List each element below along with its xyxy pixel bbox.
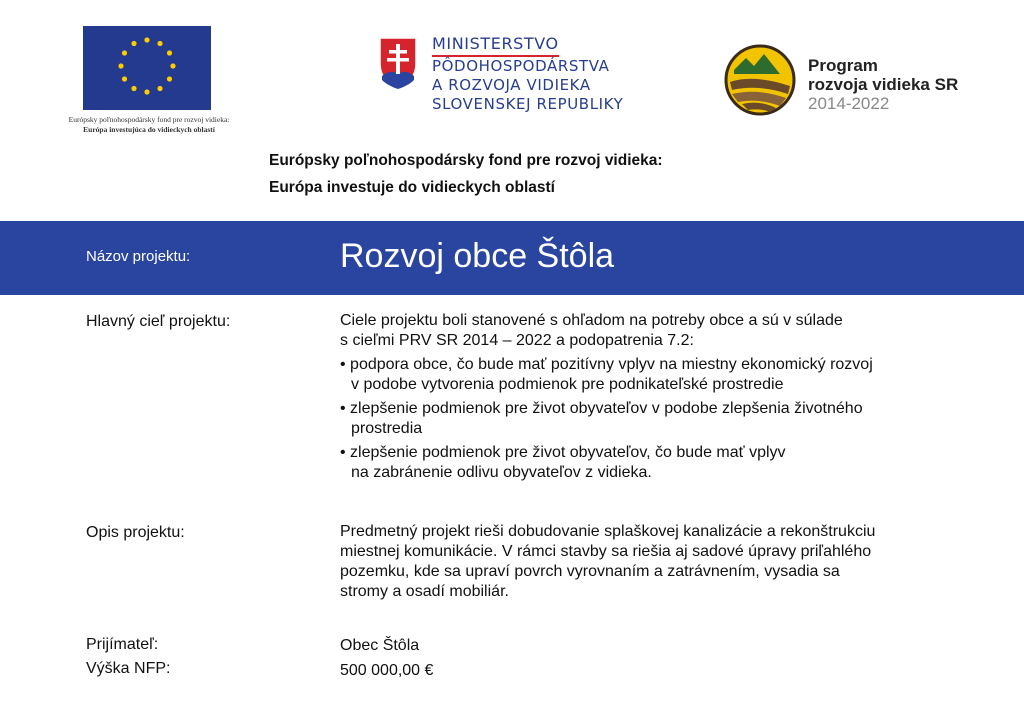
goal-intro-line1: Ciele projektu boli stanovené s ohľadom na potreby obce a sú v súlade: [340, 312, 843, 329]
project-title-band: [0, 221, 1024, 295]
recipient-value: Obec Štôla: [340, 637, 420, 654]
recipient-label: Prijímateľ:: [86, 636, 159, 653]
prv-line1: Program: [808, 56, 878, 75]
goal-intro-line2: s cieľmi PRV SR 2014 – 2022 a podopatrenia 7.2:: [340, 332, 694, 349]
motto-line1: Európsky poľnohospodársky fond pre rozvoj vidieka:: [269, 152, 663, 169]
goal-bullet-line2: na zabránenie odlivu obyvateľov z vidieka.: [351, 464, 652, 481]
motto-line2: Európa investuje do vidieckych oblastí: [269, 179, 555, 196]
ministry-logo: [378, 34, 658, 124]
description-text: [340, 522, 1000, 602]
fund-motto: [269, 147, 663, 201]
goal-text: [340, 311, 1000, 483]
description-line: stromy a osadí mobiliár.: [340, 583, 509, 600]
prv-line3: 2014-2022: [808, 94, 890, 113]
goal-bullet-line1: • zlepšenie podmienok pre život obyvateľov, čo bude mať vplyv: [340, 444, 786, 461]
goal-bullet: [340, 399, 1000, 439]
ministry-line1: MINISTERSTVO: [432, 34, 559, 57]
prv-line2: rozvoja vidieka SR: [808, 75, 959, 94]
prv-logo: [724, 44, 994, 114]
goal-bullet: [340, 355, 1000, 395]
description-line: miestnej komunikácie. V rámci stavby sa riešia aj sadové úpravy priľahlého: [340, 543, 872, 560]
nfp-value: 500 000,00 €: [340, 662, 434, 679]
project-name-label: Názov projektu:: [86, 248, 191, 265]
description-label: Opis projektu:: [86, 524, 185, 541]
slovak-coat-of-arms-icon: [378, 36, 418, 90]
description-line: Predmetný projekt rieši dobudovanie splaškovej kanalizácie a rekonštrukciu: [340, 523, 876, 540]
goal-bullet-line1: • podpora obce, čo bude mať pozitívny vplyv na miestny ekonomický rozvoj: [340, 356, 873, 373]
description-line: pozemku, kde sa upraví povrch vyrovnaním a zatrávnením, vysadia sa: [340, 563, 840, 580]
goal-bullet-line2: prostredia: [351, 420, 423, 437]
nfp-label: Výška NFP:: [86, 660, 171, 677]
project-name: Rozvoj obce Štôla: [340, 237, 615, 275]
goal-bullet-line1: • zlepšenie podmienok pre život obyvateľov v podobe zlepšenia životného: [340, 400, 863, 417]
goal-bullet-line2: v podobe vytvorenia podmienok pre podnikateľské prostredie: [351, 376, 784, 393]
goal-bullet: [340, 443, 1000, 483]
eu-caption-line1: Európsky poľnohospodársky fond pre rozvoj vidieka:: [68, 115, 230, 124]
eu-flag-icon: [83, 26, 211, 110]
rural-development-emblem-icon: [724, 44, 796, 116]
eu-caption-line2: Európa investujúca do vidieckych oblastí: [83, 125, 215, 134]
ministry-line3: A ROZVOJA VIDIEKA: [432, 76, 591, 94]
ministry-line2: PÔDOHOSPODÁRSTVA: [432, 57, 610, 75]
goal-label: Hlavný cieľ projektu:: [86, 313, 231, 330]
ministry-line4: SLOVENSKEJ REPUBLIKY: [432, 95, 624, 113]
